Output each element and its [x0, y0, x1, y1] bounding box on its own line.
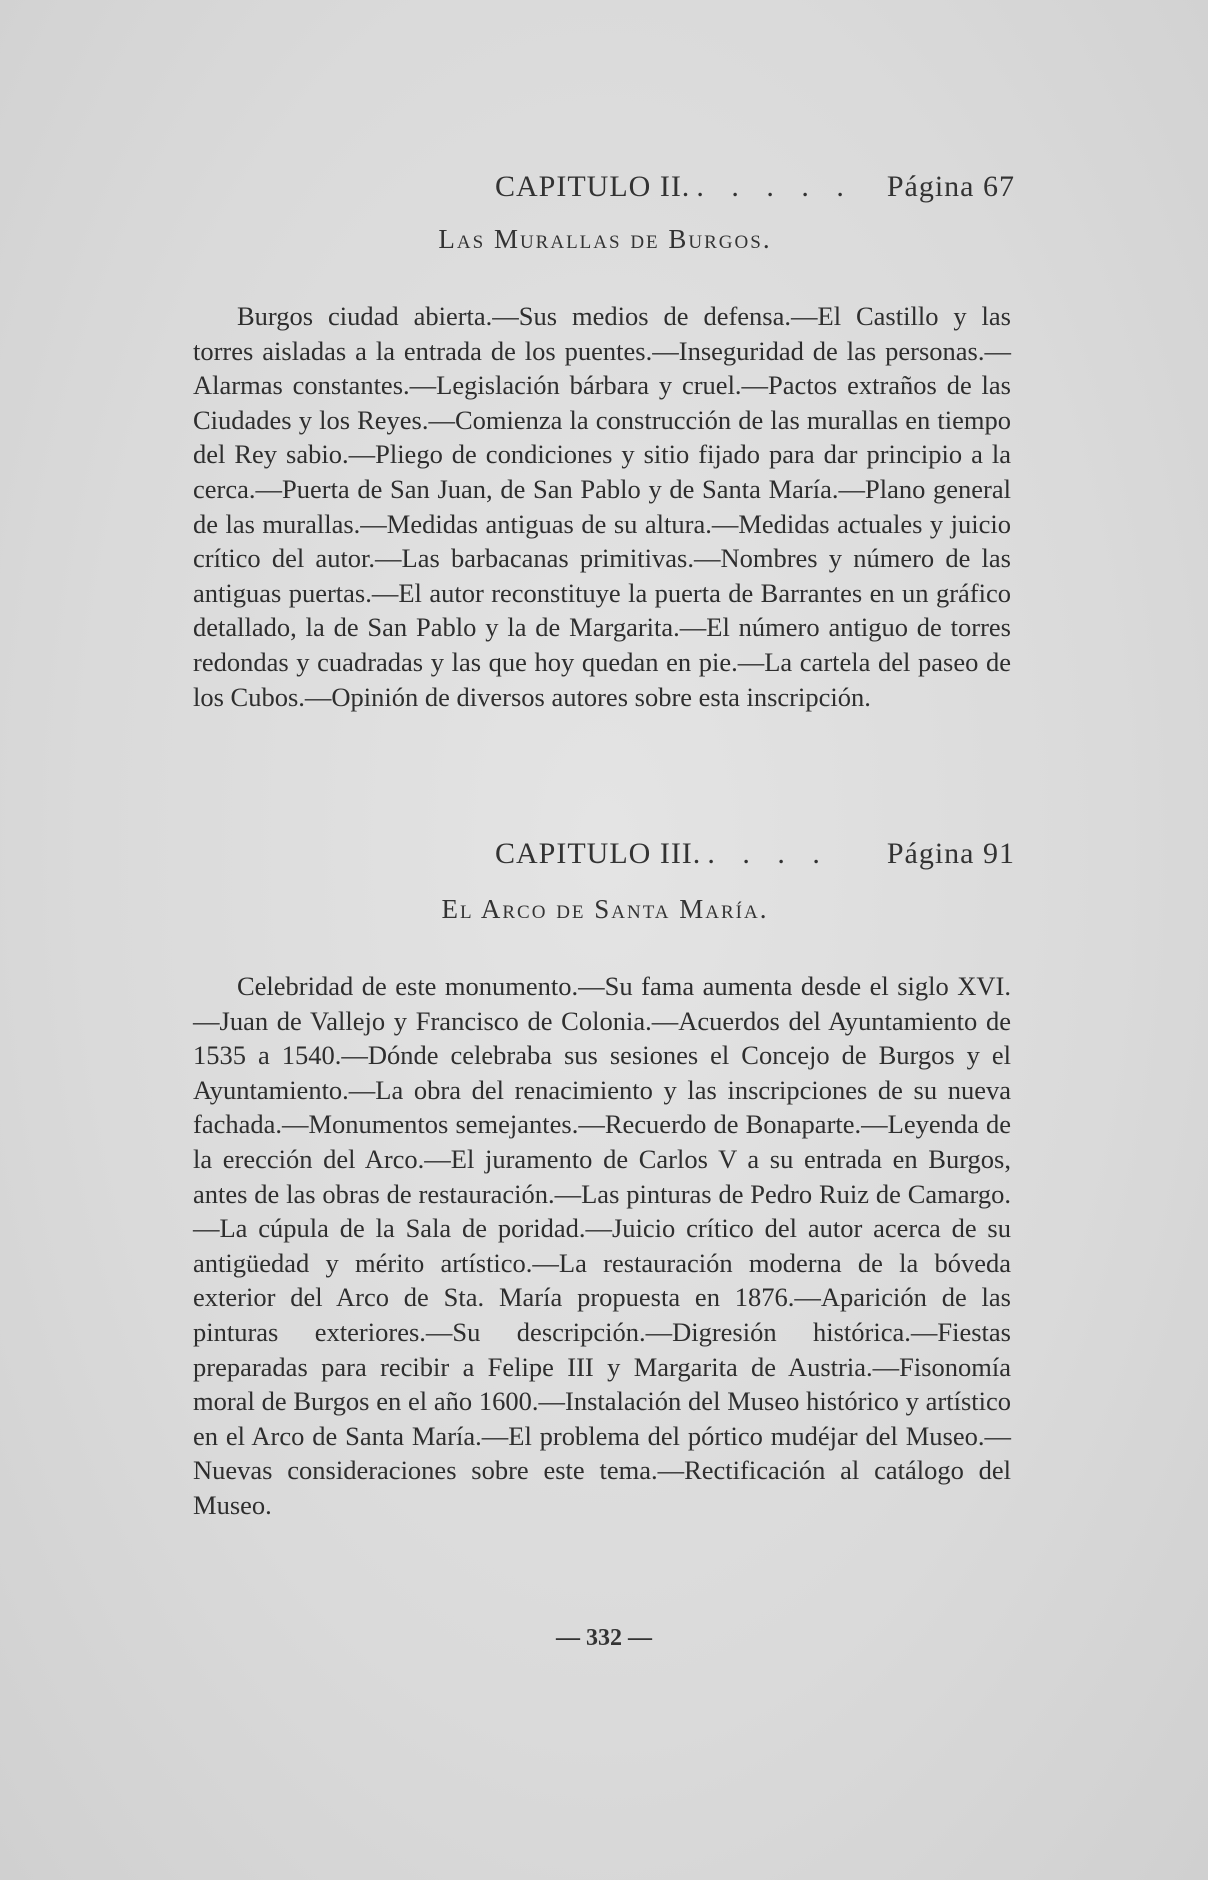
chapter-3-summary: Celebridad de este monumento.—Su fama aumenta desde el siglo XVI.—Juan de Vallejo y Francisco de Colonia.—Acuerdos del Ayuntamiento de 1535 a 1540.—Dónde celebraba sus sesiones el Concejo de Burgos y el Ayuntamiento.—La obra del renacimiento y las inscripciones de su nueva fachada.—Monumentos semejantes.—Recuerdo de Bonaparte.—Leyenda de la erección del Arco.—El juramento de Carlos V a su entrada en Burgos, antes de las obras de restauración.—Las pinturas de Pedro Ruiz de Camargo.—La cúpula de la Sala de poridad.—Juicio crítico del autor acerca de su antigüedad y mérito artístico.—La restauración moderna de la bóveda exterior del Arco de Sta. María propuesta en 1876.—Aparición de las pinturas exteriores.—Su descripción.—Digresión histórica.—Fiestas preparadas para recibir a Felipe III y Margarita de Austria.—Fisonomía moral de Burgos en el año 1600.—Instalación del Museo histórico y artístico en el Arco de Santa María.—El problema del pórtico mudéjar del Museo.—Nuevas consideraciones sobre este tema.—Rectificación al catálogo del Museo. — [193, 971, 1011, 1520]
chapter-2-heading — [495, 170, 1015, 204]
chapter-3-heading — [495, 837, 1015, 871]
chapter-3-dots: . . . . — [707, 837, 830, 870]
chapter-2-subtitle: Las Murallas de Burgos. — [438, 224, 772, 254]
chapter-3-subtitle: El Arco de Santa María. — [441, 894, 769, 924]
chapter-3-page-ref: Página 91 — [886, 837, 1015, 870]
chapter-2-title: CAPITULO II. — [495, 170, 691, 203]
chapter-2-summary: Burgos ciudad abierta.—Sus medios de defensa.—El Castillo y las torres aisladas a la entrada de los puentes.—Inseguridad de las personas.—Alarmas constantes.—Legislación bárbara y cruel.—Pactos extraños de las Ciudades y los Reyes.—Comienza la construcción de las murallas en tiempo del Rey sabio.—Pliego de condiciones y sitio fijado para dar principio a la cerca.—Puerta de San Juan, de San Pablo y de Santa María.—Plano general de las murallas.—Medidas antiguas de su altura.—Medidas actuales y juicio crítico del autor.—Las barbacanas primitivas.—Nombres y número de las antiguas puertas.—El autor reconstituye la puerta de Barrantes en un gráfico detallado, la de San Pablo y la de Margarita.—El número antiguo de torres redondas y cuadradas y las que hoy quedan en pie.—La cartela del paseo de los Cubos.—Opinión de diversos autores sobre esta inscripción. — [193, 301, 1011, 712]
chapter-2-page-ref: Página 67 — [886, 170, 1015, 203]
chapter-3-title: CAPITULO III. — [495, 837, 702, 870]
page-number: — 332 — — [556, 1625, 652, 1651]
chapter-2-dots: . . . . . — [696, 170, 854, 203]
